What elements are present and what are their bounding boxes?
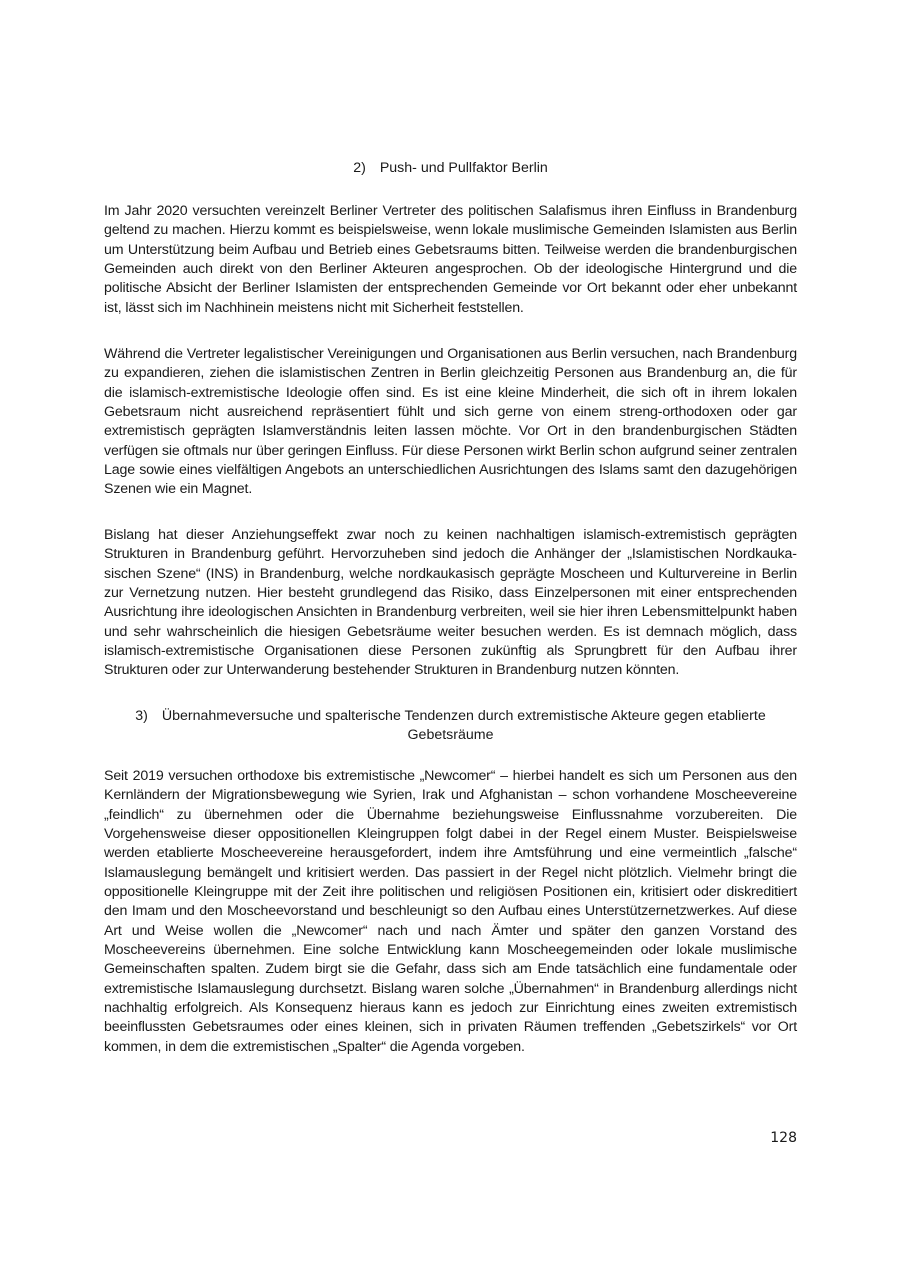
paragraph-salafismus-einfluss: Im Jahr 2020 versuchten vereinzelt Berliner Vertreter des politischen Salafismus ihren Einfluss in Brandenburg geltend zu machen. Hierzu kommt es beispielsweise, wenn lokale muslimische Gemeinden Islamisten aus Berlin um Unterstützung beim Aufbau und Betrieb eines Gebetsraums bitten. Teilweise werden die brandenburgischen Gemeinden auch direkt von den Berliner Akteuren angesprochen. Ob der ideologische Hintergrund und die politische Absicht der Berliner Islamisten der entsprechenden Gemeinde vor Ort bekannt oder eher unbekannt ist, lässt sich im Nachhinein meistens nicht mit Sicherheit feststellen. <box>104 203 797 316</box>
paragraph-newcomer: Seit 2019 versuchen orthodoxe bis extremistische „Newcomer“ – hierbei handelt es sich um Personen aus den Kernländern der Migrationsbewegung wie Syrien, Irak und Afghanistan – schon vorhandene Moscheevereine „feindlich“ zu übernehmen oder die Übernahme beziehungsweise Einflussnahme vorzubereiten. Die Vorgehensweise dieser oppositionellen Kleingruppen folgt dabei in der Regel einem Muster. Beispielsweise werden etablierte Moscheevereine herausgefordert, indem ihre Amtsführung und eine vermeintlich „falsche“ Islamauslegung bemängelt und kritisiert werden. Das passiert in der Regel nicht plötzlich. Vielmehr bringt die oppositionelle Kleingruppe mit der Zeit ihre politischen und religiösen Positionen ein, kritisiert oder diskreditiert den Imam und den Moscheevorstand und beschleunigt so den Aufbau eines Unterstützernetzwerkes. Auf diese Art und Weise wollen die „Newcomer“ nach und nach Ämter und später den ganzen Vorstand des Moscheevereins übernehmen. Eine solche Entwicklung kann Moscheegemeinden oder lokale muslimische Gemeinschaften spalten. Zudem birgt sie die Gefahr, dass sich am Ende tatsächlich eine fundamentale oder extremistische Islamauslegung durchsetzt. Bislang waren solche „Übernahmen“ in Brandenburg allerdings nicht nachhaltig erfolgreich. Als Konsequenz hieraus kann es jedoch zur Einrichtung eines zweiten extremistisch beeinflussten Gebetsraumes oder eines kleinen, sich in privaten Räumen treffenden „Gebetszirkels“ vor Ort kommen, in dem die extremistischen „Spalter“ die Agenda vorgeben. <box>104 768 797 1055</box>
paragraph-berlin-magnet: Während die Vertreter legalistischer Vereinigungen und Organisationen aus Berlin versuchen, nach Brandenburg zu expandieren, ziehen die islamistischen Zentren in Berlin gleichzeitig Personen aus Brandenburg an, die für die islamisch-extremistische Ideologie offen sind. Es ist eine kleine Minderheit, die sich oft in ihrem lokalen Gebetsraum nicht ausreichend repräsentiert fühlt und sich gerne von einem streng-orthodoxen oder gar extremistisch geprägten Islamverständnis leiten lassen möchte. Vor Ort in den brandenburgischen Städten verfügen sie oftmals nur über geringen Einfluss. Für diese Personen wirkt Berlin schon aufgrund seiner zentralen Lage sowie eines vielfältigen Angebots an unterschiedlichen Ausrichtungen des Islams samt den dazugehörigen Szenen wie ein Magnet. <box>104 346 797 498</box>
section-heading-push-pull <box>104 159 797 178</box>
section-title: Push- und Pullfaktor Berlin <box>379 160 548 176</box>
page-number: 128 <box>770 1130 797 1146</box>
section-title-line1: Übernahmeversuche und spalterische Tendenzen durch extremistische Akteure gegen etablierte <box>161 708 766 724</box>
section-title-line2: Gebetsräume <box>407 727 494 743</box>
section-number: 3) <box>135 708 148 724</box>
section-heading-uebernahmeversuche <box>104 707 797 745</box>
section-number: 2) <box>353 160 366 176</box>
paragraph-anziehungseffekt: Bislang hat dieser Anziehungseffekt zwar noch zu keinen nachhaltigen islamisch-extremistisch geprägten Strukturen in Brandenburg geführt. Hervorzuheben sind jedoch die Anhänger der „Islamistischen Nordkaukasischen Szene“ (INS) in Brandenburg, welche nordkaukasisch geprägte Moscheen und Kulturvereine in Berlin zur Vernetzung nutzen. Hier besteht grundlegend das Risiko, dass Einzelpersonen mit einer entsprechenden Ausrichtung ihre ideologischen Ansichten in Brandenburg verbreiten, weil sie hier ihren Lebensmittelpunkt haben und sehr wahrscheinlich die hiesigen Gebetsräume weiter besuchen werden. Es ist demnach möglich, dass islamisch-extremistische Organisationen diese Personen zukünftig als Sprungbrett für den Aufbau ihrer Strukturen oder zur Unterwanderung bestehender Strukturen in Brandenburg nutzen könnten. <box>104 527 797 679</box>
